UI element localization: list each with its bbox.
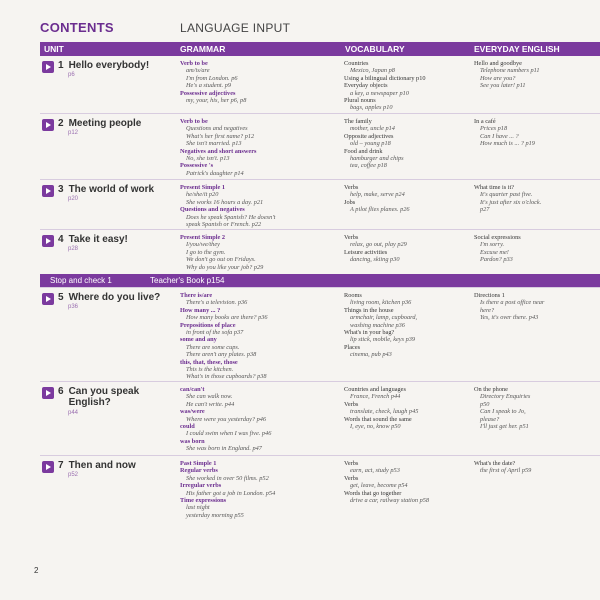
everyday-line: I'm sorry. [480, 241, 505, 249]
vocab-line: Plural nouns [344, 97, 376, 105]
language-input-heading: LANGUAGE INPUT [180, 21, 291, 35]
vocab-line: mother, uncle p14 [350, 125, 395, 133]
vocab-column [344, 292, 464, 359]
everyday-line: It's quarter past five. [480, 191, 533, 199]
unit-page-ref: p20 [68, 196, 79, 202]
unit-divider [40, 179, 600, 180]
grammar-line: I could swim when I was five. p46 [186, 430, 272, 438]
grammar-line: Regular verbs [180, 467, 218, 475]
grammar-line: Present Simple 1 [180, 184, 226, 191]
grammar-line: Patrick's daughter p14 [186, 169, 244, 177]
stop-and-check-label: Stop and check 1 [50, 276, 112, 285]
vocab-line: Leisure activities [344, 248, 388, 256]
vocab-line: Verbs [344, 184, 359, 191]
vocab-line: Verbs [344, 400, 359, 408]
grammar-column [180, 184, 330, 228]
unit-number: 4 [58, 234, 64, 245]
everyday-line: Excuse me! [480, 248, 509, 256]
everyday-line: here? [480, 306, 495, 314]
grammar-line: There's a television. p36 [186, 299, 248, 307]
vocab-line: A pilot flies planes. p26 [350, 206, 410, 214]
vocab-line: Rooms [344, 292, 362, 299]
grammar-line: Where were you yesterday? p46 [186, 415, 267, 423]
vocab-line: living room, kitchen p36 [350, 299, 412, 307]
unit-heading-5[interactable] [42, 292, 160, 305]
vocab-line: armchair, lamp, cupboard, [350, 314, 418, 322]
unit-divider [40, 287, 600, 288]
unit-heading-3[interactable] [42, 184, 154, 197]
vocab-line: washing machine p36 [350, 321, 405, 329]
grammar-column-header: GRAMMAR [180, 44, 226, 54]
grammar-line: Time expressions [180, 497, 227, 505]
vocab-line: drive a car, railway station p58 [350, 497, 430, 505]
grammar-line: How many books are there? p36 [186, 314, 268, 322]
play-arrow-icon [42, 185, 54, 197]
everyday-line: Yes, it's over there. p43 [480, 314, 539, 322]
vocab-line: Jobs [344, 198, 356, 206]
vocab-line: The family [344, 118, 372, 125]
vocab-line: dancing, skiing p30 [350, 256, 400, 264]
vocab-line: Countries and languages [344, 386, 406, 393]
grammar-line: Present Simple 2 [180, 234, 226, 241]
grammar-line: Possessive adjectives [180, 89, 236, 97]
everyday-line: What time is it? [474, 184, 515, 191]
grammar-line: No, she isn't. p13 [186, 155, 230, 163]
unit-column-header: UNIT [44, 44, 64, 54]
everyday-line: Hello and goodbye [474, 60, 522, 67]
vocab-line: France, French p44 [350, 393, 401, 401]
unit-divider [40, 113, 600, 114]
grammar-line: She was born in England. p47 [186, 445, 262, 453]
vocab-column [344, 386, 464, 430]
grammar-line: he/she/it p20 [186, 191, 219, 199]
play-arrow-icon [42, 61, 54, 73]
everyday-line: please? [480, 415, 500, 423]
vocab-line: Countries [344, 60, 369, 67]
unit-title: Can you speak English? [68, 386, 140, 408]
grammar-line: am/is/are [186, 67, 210, 75]
grammar-line: my, your, his, her p6, p8 [186, 97, 247, 105]
unit-title: Meeting people [68, 118, 142, 129]
unit-title: Where do you live? [68, 292, 161, 303]
vocab-line: Words that go together [344, 489, 402, 497]
unit-page-ref: p44 [68, 410, 79, 416]
grammar-line: He can't write. p44 [186, 400, 235, 408]
grammar-line: Possessive 's [180, 162, 214, 170]
grammar-line: in front of the sofa p37 [186, 329, 244, 337]
grammar-line: can/can't [180, 386, 205, 393]
grammar-line: She works 16 hours a day. p21 [186, 198, 264, 206]
unit-heading-7[interactable] [42, 460, 136, 473]
grammar-line: There aren't any plates. p38 [186, 351, 257, 359]
vocab-line: Verbs [344, 234, 359, 241]
grammar-line: was/were [180, 408, 205, 416]
unit-divider [40, 455, 600, 456]
vocab-line: relax, go out, play p29 [350, 241, 407, 249]
everyday-column [474, 460, 594, 475]
everyday-line: It's just after six o'clock. [480, 198, 542, 206]
vocab-line: cinema, pub p43 [350, 351, 392, 359]
vocab-line: Things in the house [344, 306, 394, 314]
everyday-line: Prices p18 [480, 125, 508, 133]
grammar-line: could [180, 423, 195, 431]
vocab-line: translate, check, laugh p45 [350, 408, 419, 416]
grammar-line: How many ... ? [180, 306, 221, 314]
everyday-english-column-header: EVERYDAY ENGLISH [474, 44, 560, 54]
everyday-line: Is there a post office near [480, 299, 545, 307]
grammar-column [180, 292, 330, 381]
play-arrow-icon [42, 461, 54, 473]
unit-title: Hello everybody! [68, 60, 150, 71]
everyday-line: See you later! p11 [480, 82, 526, 90]
everyday-line: What's the date? [474, 460, 516, 467]
everyday-column [474, 184, 594, 214]
vocab-column [344, 460, 464, 504]
vocab-column [344, 118, 464, 170]
unit-number: 3 [58, 184, 64, 195]
grammar-line: some and any [180, 336, 217, 344]
unit-divider [40, 381, 600, 382]
grammar-line: He's a student. p9 [186, 82, 232, 90]
grammar-column [180, 460, 330, 519]
grammar-line: Past Simple 1 [180, 460, 217, 467]
everyday-column [474, 292, 594, 322]
everyday-line: Can I have ... ? [480, 132, 519, 140]
unit-heading-6[interactable] [42, 386, 149, 408]
vocab-line: What's in your bag? [344, 329, 395, 337]
vocab-line: tea, coffee p18 [350, 162, 387, 170]
everyday-line: How are you? [480, 74, 516, 82]
unit-heading-2[interactable] [42, 118, 141, 131]
grammar-line: What's in those cupboards? p38 [186, 373, 267, 381]
grammar-line: She isn't married. p13 [186, 140, 242, 148]
vocab-line: help, make, serve p24 [350, 191, 405, 199]
everyday-line: the first of April p59 [480, 467, 532, 475]
vocab-line: Mexico, Japan p8 [350, 67, 395, 75]
grammar-column [180, 60, 330, 104]
everyday-column [474, 60, 594, 90]
everyday-line: Can I speak to Jo, [480, 408, 526, 416]
everyday-column [474, 234, 594, 264]
vocab-column [344, 184, 464, 214]
vocab-line: Places [344, 343, 361, 351]
grammar-line: We don't go out on Fridays. [186, 256, 256, 264]
grammar-line: last night [186, 504, 210, 512]
everyday-line: Directory Enquiries [480, 393, 531, 401]
grammar-column [180, 118, 330, 177]
vocab-line: bags, apples p10 [350, 104, 393, 112]
teachers-book-label: Teacher's Book p154 [150, 276, 225, 285]
vocab-line: a key, a newspaper p10 [350, 89, 409, 97]
vocab-line: hamburger and chips [350, 155, 404, 163]
grammar-line: Questions and negatives [186, 125, 248, 133]
unit-title: Take it easy! [68, 234, 128, 245]
grammar-line: She can walk now. [186, 393, 233, 401]
everyday-line: On the phone [474, 386, 508, 393]
vocab-line: get, leave, become p54 [350, 482, 408, 490]
vocab-line: Verbs [344, 460, 359, 467]
play-arrow-icon [42, 119, 54, 131]
contents-heading: CONTENTS [40, 20, 114, 35]
unit-page-ref: p12 [68, 130, 79, 136]
unit-page-ref: p36 [68, 304, 79, 310]
unit-number: 1 [58, 60, 64, 71]
unit-heading-1[interactable] [42, 60, 149, 73]
vocab-line: Using a bilingual dictionary p10 [344, 74, 426, 82]
unit-page-ref: p6 [68, 72, 75, 78]
unit-divider [40, 229, 600, 230]
vocabulary-column-header: VOCABULARY [345, 44, 405, 54]
grammar-line: I'm from London. p6 [186, 74, 238, 82]
grammar-line: this, that, these, those [180, 358, 238, 366]
grammar-line: This is the kitchen. [186, 366, 234, 374]
vocab-line: Words that sound the same [344, 415, 412, 423]
stop-and-check-bar [40, 274, 600, 287]
grammar-line: Verb to be [180, 118, 208, 125]
grammar-line: What's her first name? p12 [186, 132, 255, 140]
grammar-line: Negatives and short answers [180, 147, 257, 155]
grammar-line: There are some cups. [186, 343, 240, 351]
vocab-line: Everyday objects [344, 82, 388, 90]
grammar-line: I/you/we/they [186, 241, 220, 249]
everyday-line: p50 [480, 400, 490, 408]
unit-title: Then and now [68, 460, 136, 471]
everyday-column [474, 386, 594, 430]
grammar-line: His father got a job in London. p54 [186, 489, 276, 497]
grammar-line: There is/are [180, 292, 213, 299]
vocab-line: Verbs [344, 474, 359, 482]
vocab-line: old – young p18 [350, 140, 391, 148]
vocab-line: Opposite adjectives [344, 132, 394, 140]
grammar-line: Why do you like your job? p29 [186, 263, 264, 271]
grammar-line: speak Spanish or French. p22 [186, 221, 262, 229]
everyday-line: Telephone numbers p11 [480, 67, 540, 75]
everyday-line: Directions 1 [474, 292, 505, 299]
unit-heading-4[interactable] [42, 234, 128, 247]
vocab-line: lip stick, mobile, keys p39 [350, 336, 416, 344]
everyday-line: I'll just get her. p51 [480, 423, 529, 431]
unit-number: 7 [58, 460, 64, 471]
unit-number: 6 [58, 386, 64, 397]
vocab-column [344, 234, 464, 264]
grammar-column [180, 386, 330, 453]
grammar-column [180, 234, 330, 271]
unit-page-ref: p28 [68, 246, 79, 252]
unit-title: The world of work [68, 184, 155, 195]
grammar-line: Questions and negatives [180, 206, 245, 214]
everyday-line: Social expressions [474, 234, 521, 241]
column-header-bar [40, 42, 600, 56]
everyday-column [474, 118, 594, 148]
grammar-line: Irregular verbs [180, 482, 222, 490]
grammar-line: was born [180, 437, 205, 445]
everyday-line: How much is ... ? p19 [480, 140, 535, 148]
grammar-line: Verb to be [180, 60, 208, 67]
play-arrow-icon [42, 293, 54, 305]
grammar-line: Does he speak Spanish? He doesn't [186, 213, 276, 221]
play-arrow-icon [42, 387, 54, 399]
unit-number: 5 [58, 292, 64, 303]
everyday-line: In a café [474, 118, 496, 125]
unit-page-ref: p52 [68, 472, 79, 478]
vocab-line: Food and drink [344, 147, 383, 155]
vocab-line: I, eye, no, know p50 [350, 423, 401, 431]
grammar-line: She worked in over 50 films. p52 [186, 474, 269, 482]
play-arrow-icon [42, 235, 54, 247]
everyday-line: Pardon? p33 [480, 256, 513, 264]
unit-number: 2 [58, 118, 64, 129]
grammar-line: Prepositions of place [180, 321, 236, 329]
grammar-line: I go to the gym. [186, 248, 226, 256]
vocab-line: earn, act, study p53 [350, 467, 400, 475]
page-number: 2 [34, 566, 39, 575]
grammar-line: yesterday morning p55 [186, 511, 244, 519]
vocab-column [344, 60, 464, 112]
everyday-line: p27 [480, 206, 490, 214]
